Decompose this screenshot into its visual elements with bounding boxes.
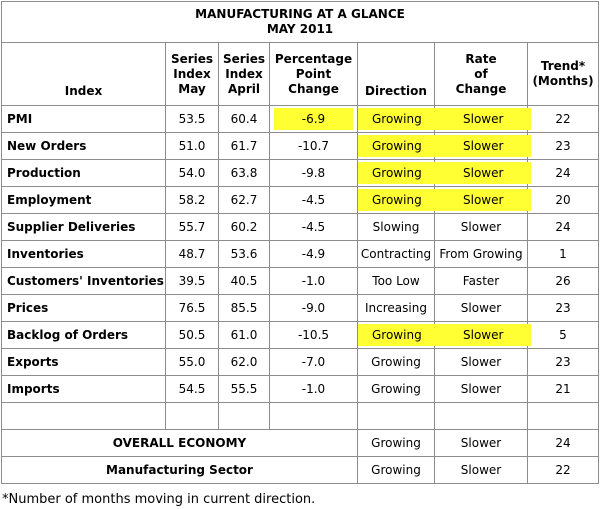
table-row — [2, 187, 599, 214]
manufacturing-table — [1, 1, 599, 484]
summary-label: Manufacturing Sector — [2, 457, 358, 484]
blank-cell — [2, 403, 166, 430]
header-text: Percentage — [274, 51, 353, 66]
table-row — [2, 241, 599, 268]
trend-value: 21 — [528, 376, 599, 403]
index-name: Customers' Inventories — [2, 268, 166, 295]
series-may-value: 55.7 — [166, 214, 219, 241]
header-text: Index — [173, 66, 211, 81]
rate-of-change-value-highlight: Slower — [435, 108, 531, 130]
header-text: Series — [170, 51, 214, 66]
table-row — [2, 133, 599, 160]
index-name: Employment — [2, 187, 166, 214]
header-text: May — [178, 81, 206, 96]
rate-of-change-value: Slower — [435, 376, 528, 403]
direction-value — [358, 133, 435, 160]
point-change-value: -10.5 — [270, 322, 358, 349]
rate-of-change-value — [435, 106, 528, 133]
point-change-value: -7.0 — [270, 349, 358, 376]
index-name: Backlog of Orders — [2, 322, 166, 349]
rate-of-change-value: Slower — [435, 349, 528, 376]
series-april-value: 53.6 — [219, 241, 270, 268]
header-text: Index — [225, 66, 263, 81]
direction-value: Slowing — [358, 214, 435, 241]
point-change-value-highlight: -6.9 — [274, 108, 353, 130]
series-april-value: 85.5 — [219, 295, 270, 322]
header-text: Change — [455, 81, 507, 96]
blank-cell — [528, 403, 599, 430]
column-header-row — [2, 43, 599, 106]
trend-value: 1 — [528, 241, 599, 268]
summary-rate: Slower — [435, 430, 528, 457]
point-change-value: -4.5 — [270, 187, 358, 214]
summary-row — [2, 457, 599, 484]
table-row — [2, 376, 599, 403]
rate-of-change-value — [435, 187, 528, 214]
direction-value-highlight: Growing — [358, 324, 436, 346]
index-name: Supplier Deliveries — [2, 214, 166, 241]
table-row — [2, 295, 599, 322]
rate-of-change-value-highlight: Slower — [435, 324, 531, 346]
summary-direction: Growing — [358, 430, 435, 457]
header-index: Index — [2, 43, 166, 106]
blank-cell — [435, 403, 528, 430]
table-row — [2, 322, 599, 349]
table-title — [2, 2, 599, 43]
rate-of-change-value — [435, 133, 528, 160]
series-april-value: 62.7 — [219, 187, 270, 214]
index-name: Inventories — [2, 241, 166, 268]
series-may-value: 55.0 — [166, 349, 219, 376]
header-text: Point — [295, 66, 332, 81]
rate-of-change-value: Slower — [435, 214, 528, 241]
blank-cell — [219, 403, 270, 430]
series-april-value: 40.5 — [219, 268, 270, 295]
header-text: of — [474, 66, 488, 81]
direction-value: Too Low — [358, 268, 435, 295]
rate-of-change-value: From Growing — [435, 241, 528, 268]
header-text: April — [227, 81, 261, 96]
trend-value: 22 — [528, 106, 599, 133]
title-line-1: MANUFACTURING AT A GLANCE — [195, 7, 405, 21]
series-april-value: 55.5 — [219, 376, 270, 403]
header-text: (Months) — [532, 74, 594, 88]
index-name: New Orders — [2, 133, 166, 160]
rate-of-change-value — [435, 322, 528, 349]
header-text: Series — [222, 51, 266, 66]
series-may-value: 76.5 — [166, 295, 219, 322]
rate-of-change-value: Slower — [435, 295, 528, 322]
direction-value-highlight: Growing — [358, 135, 436, 157]
summary-rate: Slower — [435, 457, 528, 484]
trend-value: 5 — [528, 322, 599, 349]
header-rate-of-change — [435, 43, 528, 106]
series-april-value: 63.8 — [219, 160, 270, 187]
direction-value — [358, 322, 435, 349]
direction-value — [358, 160, 435, 187]
rate-of-change-value — [435, 160, 528, 187]
index-name: Prices — [2, 295, 166, 322]
trend-value: 26 — [528, 268, 599, 295]
series-may-value: 58.2 — [166, 187, 219, 214]
direction-value — [358, 187, 435, 214]
blank-row — [2, 403, 599, 430]
title-line-2: MAY 2011 — [266, 22, 334, 36]
index-name: Exports — [2, 349, 166, 376]
direction-value: Increasing — [358, 295, 435, 322]
trend-value: 24 — [528, 160, 599, 187]
trend-value: 23 — [528, 133, 599, 160]
summary-direction: Growing — [358, 457, 435, 484]
rate-of-change-value-highlight: Slower — [435, 162, 531, 184]
series-april-value: 61.0 — [219, 322, 270, 349]
trend-value: 23 — [528, 295, 599, 322]
point-change-value: -9.8 — [270, 160, 358, 187]
point-change-value: -4.9 — [270, 241, 358, 268]
header-point-change — [270, 43, 358, 106]
table-row — [2, 214, 599, 241]
header-series-april — [219, 43, 270, 106]
point-change-value: -1.0 — [270, 268, 358, 295]
point-change-value: -10.7 — [270, 133, 358, 160]
index-name: Imports — [2, 376, 166, 403]
manufacturing-table-container — [1, 1, 598, 484]
blank-cell — [166, 403, 219, 430]
point-change-value: -9.0 — [270, 295, 358, 322]
point-change-value: -4.5 — [270, 214, 358, 241]
direction-value-highlight: Growing — [358, 108, 436, 130]
series-april-value: 60.2 — [219, 214, 270, 241]
summary-row — [2, 430, 599, 457]
direction-value: Growing — [358, 349, 435, 376]
direction-value-highlight: Growing — [358, 189, 436, 211]
series-april-value: 60.4 — [219, 106, 270, 133]
point-change-value: -1.0 — [270, 376, 358, 403]
direction-value-highlight: Growing — [358, 162, 436, 184]
series-may-value: 54.5 — [166, 376, 219, 403]
rate-of-change-value-highlight: Slower — [435, 189, 531, 211]
series-may-value: 48.7 — [166, 241, 219, 268]
series-may-value: 39.5 — [166, 268, 219, 295]
series-may-value: 50.5 — [166, 322, 219, 349]
series-april-value: 62.0 — [219, 349, 270, 376]
summary-trend: 22 — [528, 457, 599, 484]
direction-value: Contracting — [358, 241, 435, 268]
series-april-value: 61.7 — [219, 133, 270, 160]
header-series-may — [166, 43, 219, 106]
table-row — [2, 268, 599, 295]
table-row — [2, 160, 599, 187]
table-row — [2, 106, 599, 133]
direction-value — [358, 106, 435, 133]
rate-of-change-value: Faster — [435, 268, 528, 295]
trend-value: 23 — [528, 349, 599, 376]
blank-cell — [270, 403, 358, 430]
summary-trend: 24 — [528, 430, 599, 457]
index-name: Production — [2, 160, 166, 187]
trend-value: 24 — [528, 214, 599, 241]
header-text: Trend* — [540, 59, 586, 73]
header-text: Rate — [465, 51, 497, 66]
summary-label: OVERALL ECONOMY — [2, 430, 358, 457]
trend-value: 20 — [528, 187, 599, 214]
header-text: Change — [288, 81, 339, 96]
point-change-value — [270, 106, 358, 133]
series-may-value: 53.5 — [166, 106, 219, 133]
series-may-value: 51.0 — [166, 133, 219, 160]
direction-value: Growing — [358, 376, 435, 403]
rate-of-change-value-highlight: Slower — [435, 135, 531, 157]
table-title-row — [2, 2, 599, 43]
index-name: PMI — [2, 106, 166, 133]
blank-cell — [358, 403, 435, 430]
table-row — [2, 349, 599, 376]
header-direction: Direction — [358, 43, 435, 106]
series-may-value: 54.0 — [166, 160, 219, 187]
footnote: *Number of months moving in current direction. — [2, 492, 316, 507]
header-trend — [528, 43, 599, 106]
